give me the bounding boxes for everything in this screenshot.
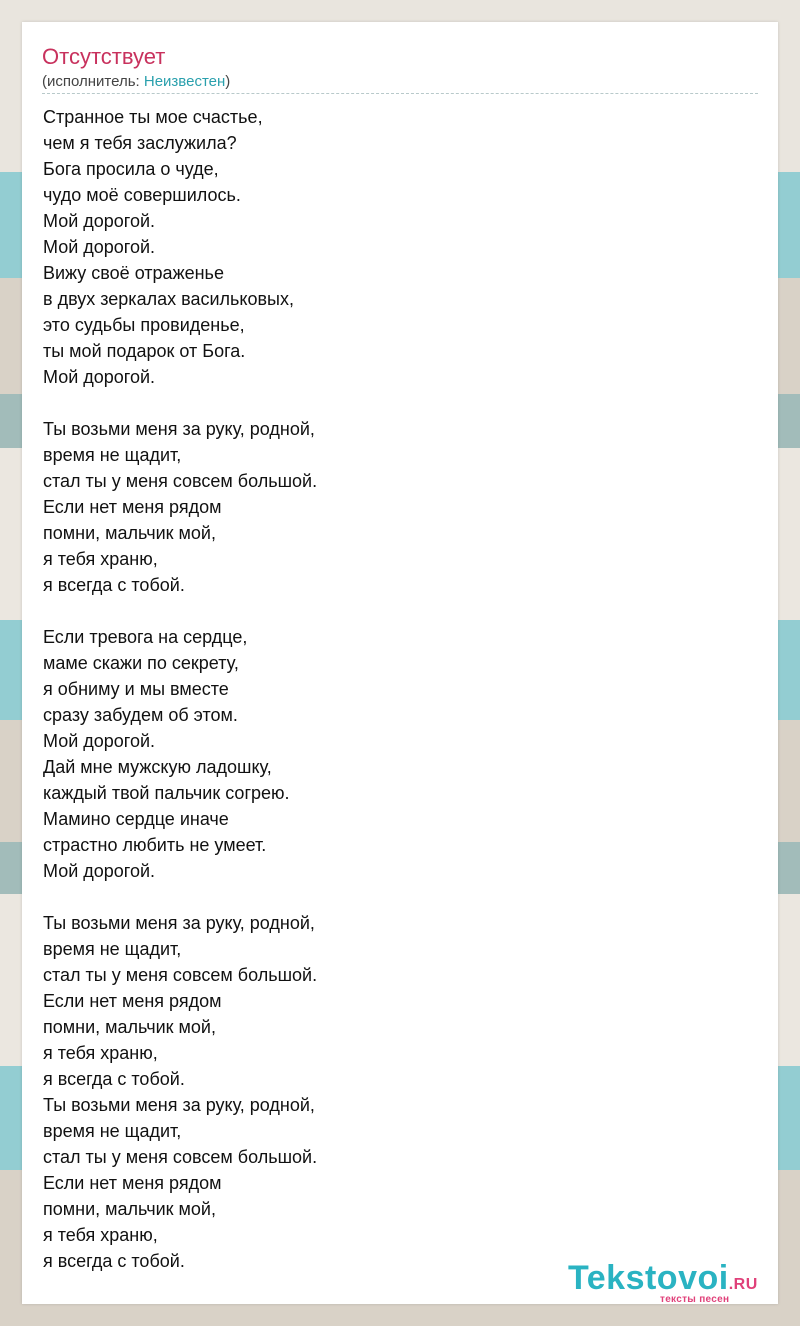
lyric-line: Если тревога на сердце, — [43, 627, 248, 647]
lyric-line: Ты возьми меня за руку, родной, — [43, 913, 315, 933]
lyric-line: чем я тебя заслужила? — [43, 133, 237, 153]
lyric-line: Ты возьми меня за руку, родной, — [43, 1095, 315, 1115]
lyric-line: я тебя храню, — [43, 1225, 158, 1245]
lyric-line: маме скажи по секрету, — [43, 653, 239, 673]
lyric-line: Если нет меня рядом — [43, 991, 222, 1011]
lyric-line: Бога просила о чуде, — [43, 159, 219, 179]
logo-tld: .RU — [728, 1276, 758, 1293]
lyric-line — [43, 390, 317, 416]
lyric-line: Если нет меня рядом — [43, 497, 222, 517]
lyric-line: я всегда с тобой. — [43, 1069, 185, 1089]
lyric-line: Мой дорогой. — [43, 731, 156, 751]
lyric-line: ты мой подарок от Бога. — [43, 341, 246, 361]
logo-name: Tekstovoi — [568, 1259, 729, 1297]
lyric-line: Мой дорогой. — [43, 861, 156, 881]
artist-link[interactable]: Неизвестен — [143, 73, 226, 90]
lyric-line: Ты возьми меня за руку, родной, — [43, 419, 315, 439]
lyrics-text — [43, 104, 317, 1274]
lyric-line: в двух зеркалах васильковых, — [43, 289, 294, 309]
lyrics-card — [22, 22, 778, 1304]
song-title: Отсутствует — [42, 44, 166, 69]
lyric-line: я всегда с тобой. — [43, 575, 185, 595]
title-divider — [42, 93, 758, 94]
lyric-line: я всегда с тобой. — [43, 1251, 185, 1271]
lyric-line — [43, 598, 317, 624]
lyric-line — [43, 884, 317, 910]
lyric-line: каждый твой пальчик согрею. — [43, 783, 290, 803]
lyric-line: это судьбы провиденье, — [43, 315, 245, 335]
lyric-line: Мой дорогой. — [43, 367, 156, 387]
lyric-line: Дай мне мужскую ладошку, — [43, 757, 272, 777]
lyric-line: стал ты у меня совсем большой. — [43, 471, 318, 491]
lyric-line: помни, мальчик мой, — [43, 1017, 216, 1037]
lyric-line: чудо моё совершилось. — [43, 185, 241, 205]
artist-prefix: (исполнитель: — [42, 73, 144, 90]
lyric-line: время не щадит, — [43, 939, 182, 959]
lyric-line: сразу забудем об этом. — [43, 705, 238, 725]
lyric-line: помни, мальчик мой, — [43, 523, 216, 543]
artist-suffix: ) — [225, 73, 231, 90]
lyric-line: я тебя храню, — [43, 549, 158, 569]
lyric-line: Вижу своё отраженье — [43, 263, 224, 283]
lyric-line: помни, мальчик мой, — [43, 1199, 216, 1219]
lyric-line: стал ты у меня совсем большой. — [43, 965, 318, 985]
lyric-line: Мой дорогой. — [43, 211, 156, 231]
lyric-line: Странное ты мое счастье, — [43, 107, 263, 127]
lyric-line: я тебя храню, — [43, 1043, 158, 1063]
lyric-line: Если нет меня рядом — [43, 1173, 222, 1193]
lyric-line: стал ты у меня совсем большой. — [43, 1147, 318, 1167]
lyric-line: время не щадит, — [43, 445, 182, 465]
logo-tagline: тексты песен — [660, 1294, 730, 1305]
lyric-line: Мамино сердце иначе — [43, 809, 229, 829]
lyric-line: страстно любить не умеет. — [43, 835, 267, 855]
artist-line — [42, 73, 230, 91]
lyric-line: Мой дорогой. — [43, 237, 156, 257]
lyric-line: я обниму и мы вместе — [43, 679, 229, 699]
lyric-line: время не щадит, — [43, 1121, 182, 1141]
